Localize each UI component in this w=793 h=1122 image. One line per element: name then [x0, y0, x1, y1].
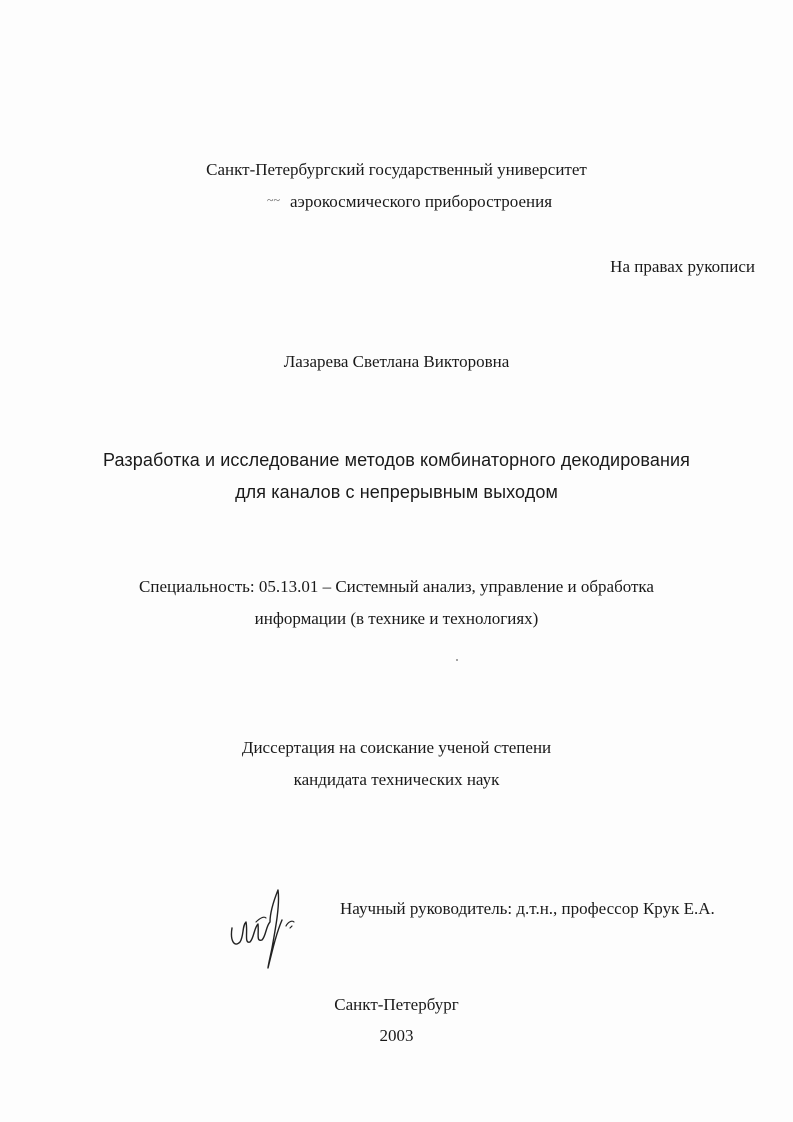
degree-line1: Диссертация на соискание ученой степени	[241, 738, 552, 757]
handwritten-signature-icon	[226, 882, 306, 970]
author-name: Лазарева Светлана Викторовна	[283, 352, 510, 371]
degree-line2: кандидата технических наук	[293, 770, 500, 789]
specialty-line2: информации (в технике и технологиях)	[254, 609, 539, 628]
publication-city: Санкт-Петербург	[334, 995, 459, 1014]
scientific-supervisor: Научный руководитель: д.т.н., профессор Крук Е.А.	[340, 899, 715, 918]
scan-speck	[456, 659, 458, 661]
rights-note: На правах рукописи	[610, 257, 755, 276]
scan-artifact-mark: ~~	[267, 193, 280, 207]
university-name-line2: аэрокосмического приборостроения	[290, 192, 553, 211]
specialty-line1: Специальность: 05.13.01 – Системный анализ, управление и обработка	[139, 577, 654, 596]
publication-year: 2003	[379, 1026, 414, 1045]
university-name-line1: Санкт-Петербургский государственный университет	[206, 160, 587, 179]
thesis-title-line1: Разработка и исследование методов комбинаторного декодирования	[102, 450, 691, 470]
thesis-title-line2: для каналов с непрерывным выходом	[235, 482, 558, 502]
